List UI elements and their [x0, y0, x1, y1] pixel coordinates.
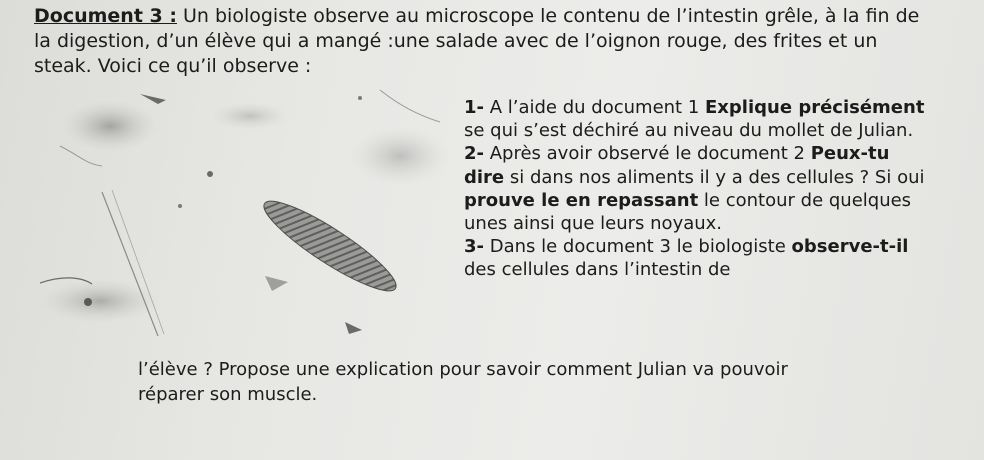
- microscope-specimen-drawing: [40, 86, 458, 344]
- question-3-text-end: des cellules dans l’intestin de: [464, 259, 731, 281]
- question-3-emphasis: observe-t-il: [791, 236, 909, 258]
- questions-block: [464, 96, 934, 282]
- document-label: Document 3 :: [34, 5, 177, 27]
- question-2-number: 2-: [464, 143, 484, 165]
- document-intro: [34, 4, 934, 79]
- question-1: [464, 97, 924, 141]
- question-1-text-end: se qui s’est déchiré au niveau du mollet de Julian.: [464, 120, 914, 142]
- question-2: [464, 143, 925, 234]
- question-2-emphasis: Peux-tu dire: [464, 143, 890, 188]
- closing-line-1: l’élève ? Propose une explication pour savoir comment Julian va pouvoir: [138, 359, 788, 380]
- question-3-continuation: [138, 357, 958, 407]
- closing-line-2: réparer son muscle.: [138, 384, 318, 405]
- question-2-text-end: le contour de quelques unes ainsi que leurs noyaux.: [464, 189, 912, 235]
- question-1-emphasis: Explique précisément: [705, 97, 925, 118]
- question-1-text: A l’aide du document 1: [484, 97, 706, 118]
- question-1-number: 1-: [464, 97, 484, 118]
- question-3-number: 3-: [464, 236, 484, 258]
- question-2-text: Après avoir observé le document 2: [484, 143, 811, 165]
- question-3: [464, 236, 908, 280]
- question-2-text-mid: si dans nos aliments il y a des cellules ? Si oui: [504, 166, 925, 188]
- microscope-image: [40, 86, 458, 344]
- question-2-emphasis-2: prouve le en repassant: [464, 189, 699, 211]
- document-intro-text: Un biologiste observe au microscope le contenu de l’intestin grêle, à la fin de la digestion, d’un élève qui a mangé :une salade avec de l’oignon rouge, des frites et un steak. Voici ce qu’il observe :: [34, 5, 920, 77]
- question-3-text: Dans le document 3 le biologiste: [484, 236, 792, 258]
